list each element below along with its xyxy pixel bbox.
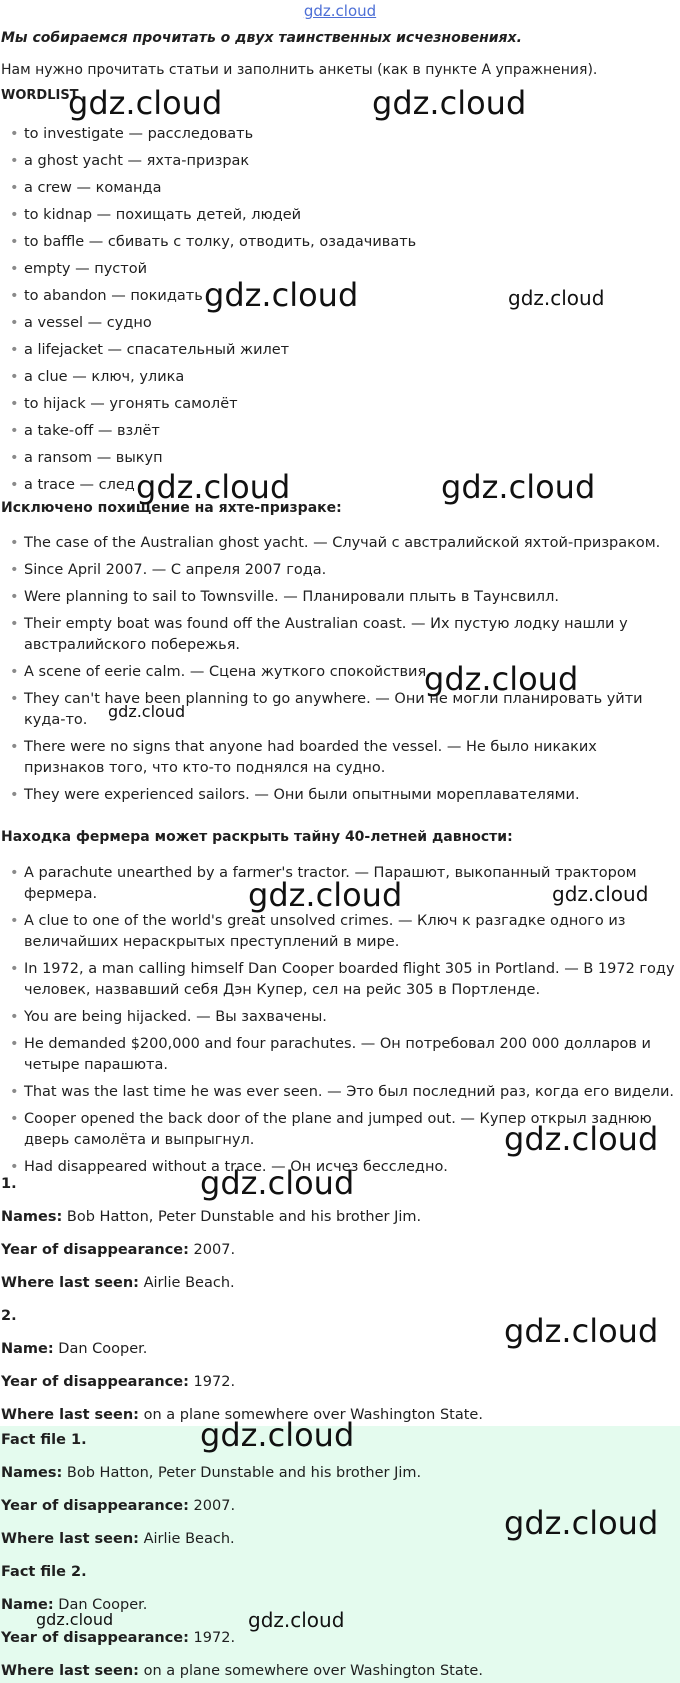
- list-item: • Cooper opened the back door of the plane and jumped out. — Купер открыл заднюю дверь самолёта и выпрыгнул.: [10, 1109, 676, 1151]
- watermark: gdz.cloud: [552, 882, 649, 906]
- section2-title: Находка фермера может раскрыть тайну 40-летней давности:: [1, 829, 513, 845]
- list-item: • a clue — ключ, улика: [10, 367, 676, 394]
- watermark: gdz.cloud: [204, 276, 359, 314]
- answer1-names: Names: Bob Hatton, Peter Dunstable and his brother Jim.: [1, 1209, 422, 1225]
- answer2-where: Where last seen: on a plane somewhere over Washington State.: [1, 1407, 483, 1423]
- watermark: gdz.cloud: [504, 1312, 659, 1350]
- list-item: • That was the last time he was ever seen. — Это был последний раз, когда его видели.: [10, 1082, 676, 1103]
- list-item: • He demanded $200,000 and four parachutes. — Он потребовал 200 000 долларов и четыре парашюта.: [10, 1034, 676, 1076]
- fact1-title: Fact file 1.: [1, 1432, 87, 1448]
- list-item: • Their empty boat was found off the Australian coast. — Их пустую лодку нашли у австралийского побережья.: [10, 614, 676, 656]
- list-item: • There were no signs that anyone had boarded the vessel. — Не было никаких признаков того, что кто-то поднялся на судно.: [10, 737, 676, 779]
- watermark: gdz.cloud: [248, 876, 403, 914]
- list-item: • a ghost yacht — яхта-призрак: [10, 151, 676, 178]
- list-item: • You are being hijacked. — Вы захвачены.: [10, 1007, 676, 1028]
- watermark: gdz.cloud: [504, 1120, 659, 1158]
- watermark: gdz.cloud: [441, 468, 596, 506]
- answer1-where: Where last seen: Airlie Beach.: [1, 1275, 235, 1291]
- list-item: • A clue to one of the world's great unsolved crimes. — Ключ к разгадке одного из величайших нераскрытых преступлений в мире.: [10, 911, 676, 953]
- wordlist-title: WORDLIST: [1, 88, 79, 103]
- list-item: • They were experienced sailors. — Они были опытными мореплавателями.: [10, 785, 676, 806]
- intro-italic: Мы собираемся прочитать о двух таинственных исчезновениях.: [1, 30, 522, 46]
- fact1-names: Names: Bob Hatton, Peter Dunstable and his brother Jim.: [1, 1465, 422, 1481]
- list-item: • a crew — команда: [10, 178, 676, 205]
- list-item: • a take-off — взлёт: [10, 421, 676, 448]
- list-item: • to baffle — сбивать с толку, отводить, озадачивать: [10, 232, 676, 259]
- list-item: • Since April 2007. — С апреля 2007 года.: [10, 560, 676, 581]
- watermark: gdz.cloud: [200, 1416, 355, 1454]
- site-logo[interactable]: gdz.cloud: [303, 2, 377, 20]
- fact1-year: Year of disappearance: 2007.: [1, 1498, 236, 1514]
- list-item: • to hijack — угонять самолёт: [10, 394, 676, 421]
- watermark: gdz.cloud: [68, 84, 223, 122]
- section1-title: Исключено похищение на яхте-призраке:: [1, 500, 342, 516]
- fact2-year: Year of disappearance: 1972.: [1, 1630, 236, 1646]
- list-item: • to investigate — расследовать: [10, 124, 676, 151]
- list-item: • a trace — след: [10, 475, 676, 502]
- answer2-number: 2.: [1, 1308, 17, 1324]
- fact2-where: Where last seen: on a plane somewhere over Washington State.: [1, 1663, 483, 1679]
- list-item: • Were planning to sail to Townsville. — Планировали плыть в Таунсвилл.: [10, 587, 676, 608]
- intro-text: Нам нужно прочитать статьи и заполнить анкеты (как в пункте A упражнения).: [1, 62, 598, 78]
- watermark: gdz.cloud: [200, 1164, 355, 1202]
- list-item: • In 1972, a man calling himself Dan Cooper boarded flight 305 in Portland. — В 1972 году человек, назвавший себя Дэн Купер, сел на рейс 305 в Портленде.: [10, 959, 676, 1001]
- fact2-title: Fact file 2.: [1, 1564, 87, 1580]
- fact2-name: Name: Dan Cooper.: [1, 1597, 148, 1613]
- list-item: • a vessel — судно: [10, 313, 676, 340]
- watermark: gdz.cloud: [248, 1608, 345, 1632]
- answer1-year: Year of disappearance: 2007.: [1, 1242, 236, 1258]
- list-item: • to kidnap — похищать детей, людей: [10, 205, 676, 232]
- list-item: • A parachute unearthed by a farmer's tractor. — Парашют, выкопанный трактором фермера.: [10, 863, 676, 905]
- watermark: gdz.cloud: [504, 1504, 659, 1542]
- list-item: • The case of the Australian ghost yacht. — Случай с австралийской яхтой-призраком.: [10, 533, 676, 554]
- watermark: gdz.cloud: [108, 702, 186, 721]
- watermark: gdz.cloud: [136, 468, 291, 506]
- list-item: • They can't have been planning to go anywhere. — Они не могли планировать уйти куда-то.: [10, 689, 676, 731]
- list-item: • empty — пустой: [10, 259, 676, 286]
- watermark: gdz.cloud: [424, 660, 579, 698]
- list-item: • a lifejacket — спасательный жилет: [10, 340, 676, 367]
- answer2-year: Year of disappearance: 1972.: [1, 1374, 236, 1390]
- watermark: gdz.cloud: [36, 1610, 114, 1629]
- answer1-number: 1.: [1, 1176, 17, 1192]
- fact1-where: Where last seen: Airlie Beach.: [1, 1531, 235, 1547]
- watermark: gdz.cloud: [372, 84, 527, 122]
- list-item: • a ransom — выкуп: [10, 448, 676, 475]
- watermark: gdz.cloud: [508, 286, 605, 310]
- list-item: • A scene of eerie calm. — Сцена жуткого спокойствия.: [10, 662, 676, 683]
- list-item: • Had disappeared without a trace. — Он исчез бесследно.: [10, 1157, 676, 1178]
- list-item: • to abandon — покидать: [10, 286, 676, 313]
- answer2-name: Name: Dan Cooper.: [1, 1341, 148, 1357]
